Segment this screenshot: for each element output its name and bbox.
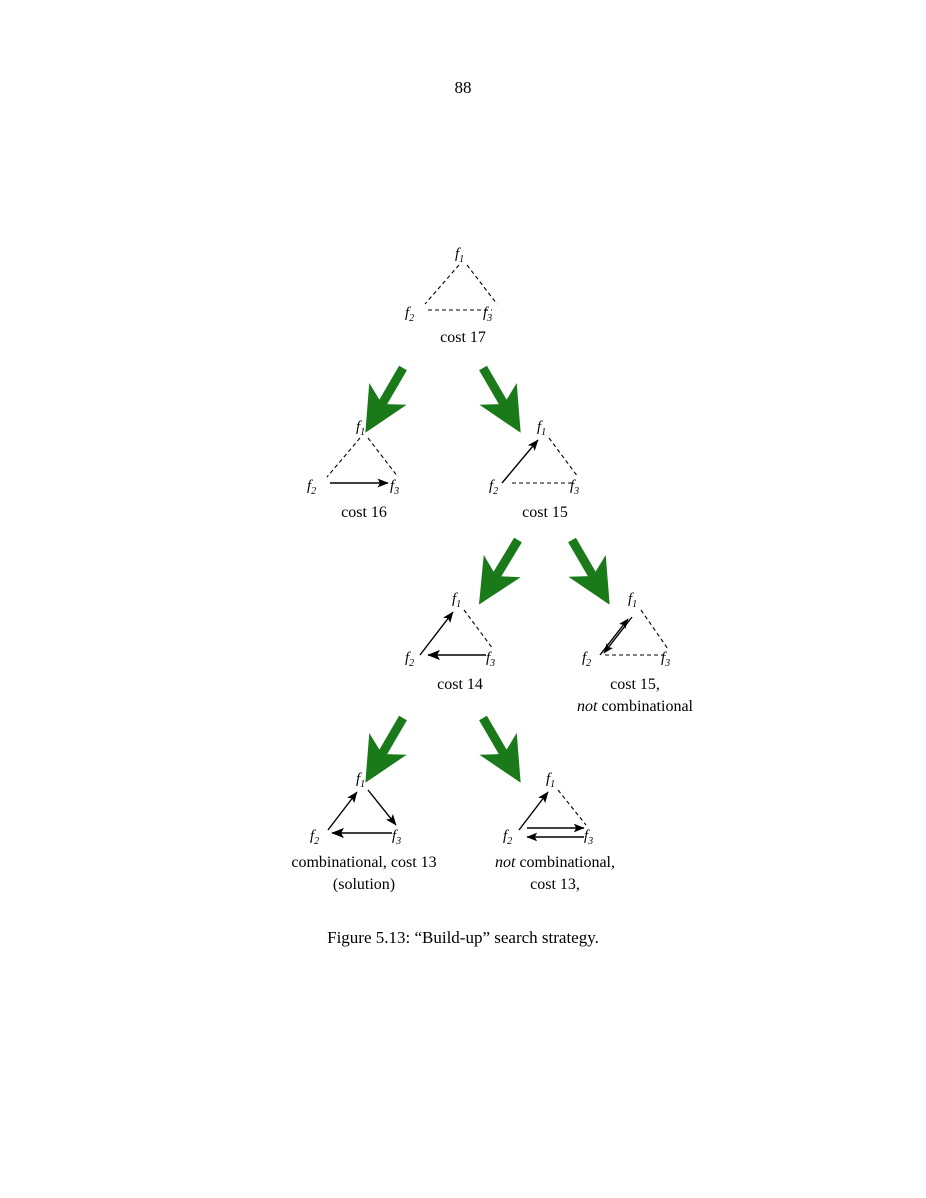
node-label-f3: $f_3$ — [392, 828, 402, 847]
cost-label-italic: not — [495, 854, 516, 871]
edge-f1-f3 — [368, 438, 398, 477]
edge-f1-f3 — [558, 790, 586, 825]
node-label-f1: $f_1$ — [356, 419, 366, 438]
node-label-f3: $f_3$ — [483, 305, 493, 324]
transition-level3left-to-level4-right — [483, 718, 508, 761]
node-label-f1: $f_1$ — [537, 419, 547, 438]
node-label-f1: $f_1$ — [452, 591, 462, 610]
figure-caption: Figure 5.13: “Build-up” search strategy. — [327, 928, 599, 947]
node-label-f2: $f_2$ — [582, 650, 592, 669]
page-number: 88 — [454, 78, 472, 97]
cost-label: combinational, cost 13 — [291, 854, 437, 871]
node-note: not combinational — [577, 698, 693, 715]
node-label-f1: $f_1$ — [546, 771, 556, 790]
node-level3-right — [577, 591, 694, 715]
node-note: (solution) — [332, 876, 396, 893]
node-label-f1: $f_1$ — [455, 246, 465, 265]
edge-f1-f2 — [604, 617, 632, 653]
transition-root-to-level2-left — [378, 368, 403, 411]
transition-root-to-level2-right — [483, 368, 508, 411]
node-label-f3: $f_3$ — [570, 478, 580, 497]
edge-f2-f1 — [502, 440, 538, 483]
transition-level2right-to-level3-left — [492, 540, 518, 583]
edge-f1-f2 — [327, 438, 360, 477]
edge-f1-f2 — [425, 265, 459, 304]
node-label-f2: $f_2$ — [405, 650, 415, 669]
node-label-f2: $f_2$ — [307, 478, 317, 497]
node-root — [405, 246, 497, 346]
node-label-f2: $f_2$ — [405, 305, 415, 324]
node-note: cost 13, — [530, 876, 580, 893]
edge-f1-f3 — [464, 610, 493, 649]
cost-label: cost 15 — [522, 504, 568, 521]
figure-diagram — [0, 225, 926, 925]
edge-f2-f1 — [600, 619, 628, 655]
cost-label: cost 16 — [341, 504, 387, 521]
cost-label: cost 14 — [437, 676, 483, 693]
cost-label: cost 17 — [440, 329, 486, 346]
node-label-f2: $f_2$ — [503, 828, 513, 847]
node-level4-right — [495, 771, 615, 893]
cost-label: cost 15, — [610, 676, 660, 693]
edge-f1-f3 — [467, 265, 497, 304]
transition-level3left-to-level4-left — [378, 718, 403, 761]
cost-label: not combinational, — [495, 854, 615, 871]
node-level2-left — [307, 419, 399, 521]
node-level4-left — [291, 771, 436, 893]
node-label-f1: $f_1$ — [628, 591, 638, 610]
edge-f1-f3 — [549, 438, 578, 477]
node-label-f3: $f_3$ — [661, 650, 671, 669]
edge-f2-f1 — [519, 792, 548, 830]
edge-f1-f3 — [641, 610, 668, 649]
node-label-f3: $f_3$ — [486, 650, 496, 669]
edge-f1-f3 — [368, 790, 396, 825]
node-level3-left — [405, 591, 495, 693]
edge-f2-f1 — [328, 792, 357, 830]
node-note-italic: not — [577, 698, 598, 715]
node-label-f3: $f_3$ — [390, 478, 400, 497]
node-label-f1: $f_1$ — [356, 771, 366, 790]
transition-level2right-to-level3-right — [572, 540, 597, 583]
node-level2-right — [489, 419, 579, 521]
node-label-f2: $f_2$ — [310, 828, 320, 847]
node-label-f2: $f_2$ — [489, 478, 499, 497]
edge-f2-f1 — [420, 612, 453, 655]
node-label-f3: $f_3$ — [584, 828, 594, 847]
